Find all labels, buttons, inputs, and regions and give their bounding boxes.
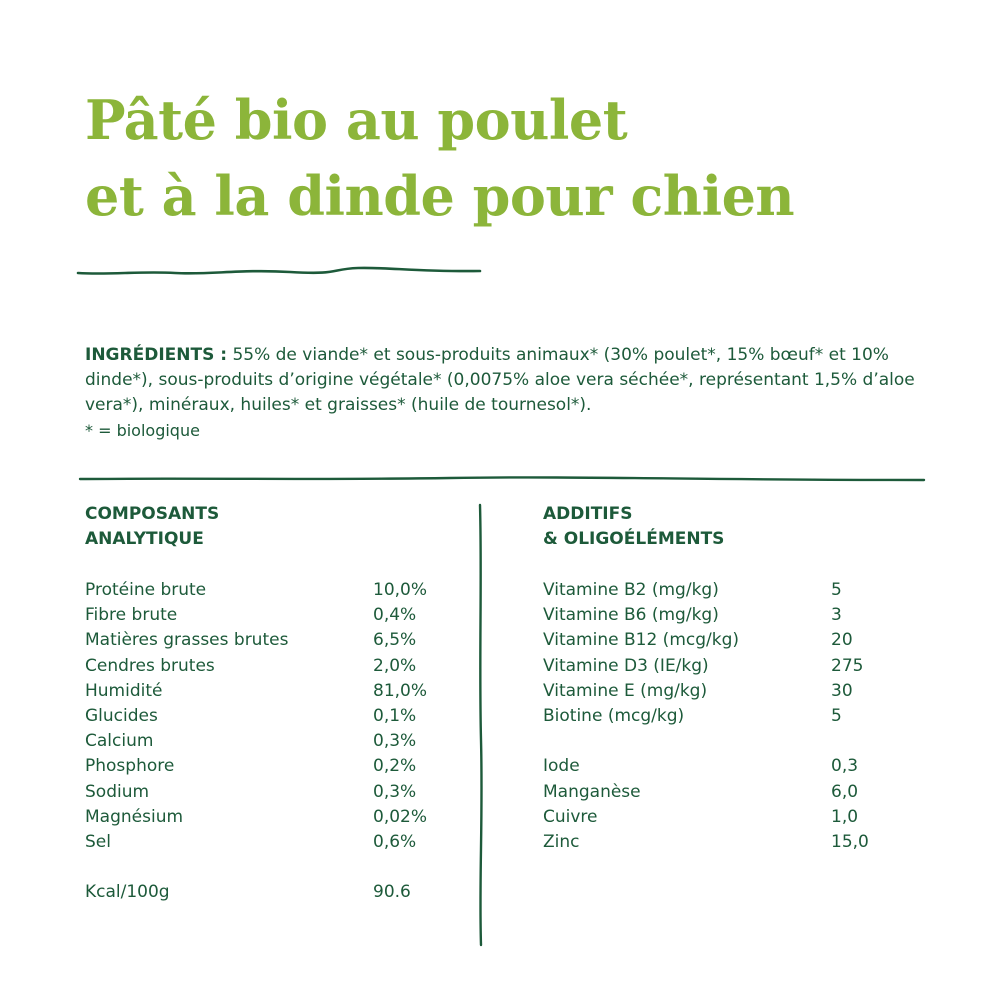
trace-element-row	[543, 754, 923, 779]
analytical-row	[85, 704, 465, 729]
vitamin-name: Vitamine B12 (mcg/kg)	[543, 630, 740, 651]
additives-list	[543, 578, 923, 855]
analytical-value: 81,0%	[373, 680, 428, 701]
ingredients-block	[85, 343, 925, 443]
vitamin-row	[543, 578, 923, 603]
additives-heading	[543, 502, 724, 552]
ingredients-text: 55% de viande* et sous-produits animaux* (30% poulet*, 15% bœuf* et 10% dinde*), sous-produits d’origine végétale* (0,0075% aloe vera séchée*, représentant 1,5% d’aloe vera*), minéraux, huiles* et graisses* (huile de tournesol*).	[85, 345, 915, 415]
trace-element-value: 1,0	[831, 806, 859, 827]
analytical-row	[85, 679, 465, 704]
trace-element-name: Cuivre	[543, 806, 598, 827]
trace-element-value: 15,0	[831, 831, 869, 852]
analytical-value: 0,4%	[373, 605, 417, 626]
analytical-value: 0,2%	[373, 756, 417, 777]
vitamin-value: 275	[831, 655, 864, 676]
vitamin-row	[543, 704, 923, 729]
analytical-row	[85, 805, 465, 830]
vitamin-name: Vitamine B2 (mg/kg)	[543, 580, 719, 600]
vitamin-value: 30	[831, 680, 853, 701]
analytical-value: 0,02%	[373, 806, 428, 827]
trace-element-name: Manganèse	[543, 781, 641, 802]
analytical-name: Magnésium	[85, 806, 184, 827]
trace-element-name: Iode	[543, 756, 580, 777]
trace-element-value: 0,3	[831, 756, 859, 777]
analytical-name: Glucides	[85, 705, 158, 726]
analytical-name: Fibre brute	[85, 605, 178, 626]
list-spacer	[543, 729, 923, 754]
analytical-row	[85, 654, 465, 679]
section-divider	[80, 477, 924, 480]
additives-heading-line-2: & OLIGOÉLÉMENTS	[543, 529, 725, 549]
analytical-row	[85, 603, 465, 628]
analytical-row	[85, 830, 465, 855]
energy-row	[85, 879, 465, 905]
analytical-name: Phosphore	[85, 756, 175, 777]
analytical-name: Matières grasses brutes	[85, 630, 289, 651]
vitamin-value: 5	[831, 705, 842, 726]
analytical-name: Sodium	[85, 781, 150, 802]
trace-element-row	[543, 830, 923, 855]
analytical-heading-line-2: ANALYTIQUE	[85, 529, 204, 549]
analytical-heading	[85, 502, 219, 552]
energy-value: 90.6	[373, 882, 411, 902]
analytical-value: 0,6%	[373, 831, 417, 852]
vitamin-row	[543, 628, 923, 653]
analytical-value: 0,1%	[373, 705, 417, 726]
vitamin-row	[543, 603, 923, 628]
analytical-row	[85, 780, 465, 805]
vitamin-value: 20	[831, 630, 853, 651]
additives-heading-line-1: ADDITIFS	[543, 504, 633, 524]
trace-element-row	[543, 805, 923, 830]
analytical-name: Cendres brutes	[85, 655, 215, 676]
analytical-value: 0,3%	[373, 731, 417, 752]
vitamin-name: Vitamine E (mg/kg)	[543, 680, 708, 701]
energy-name: Kcal/100g	[85, 882, 170, 902]
ingredients-label: INGRÉDIENTS :	[85, 345, 228, 365]
vitamin-row	[543, 654, 923, 679]
analytical-row	[85, 729, 465, 754]
product-title-line-2: et à la dinde pour chien	[85, 164, 795, 228]
trace-element-row	[543, 780, 923, 805]
analytical-value: 10,0%	[373, 580, 428, 600]
analytical-value: 0,3%	[373, 781, 417, 802]
analytical-row	[85, 578, 465, 603]
vitamin-value: 5	[831, 580, 842, 600]
vitamin-value: 3	[831, 605, 842, 626]
analytical-row	[85, 628, 465, 653]
analytical-name: Sel	[85, 831, 111, 852]
analytical-value: 6,5%	[373, 630, 417, 651]
vitamin-name: Biotine (mcg/kg)	[543, 705, 685, 726]
product-title	[85, 82, 794, 234]
analytical-row	[85, 754, 465, 779]
analytical-name: Calcium	[85, 731, 154, 752]
analytical-name: Humidité	[85, 680, 163, 701]
analytical-name: Protéine brute	[85, 580, 207, 600]
vitamin-row	[543, 679, 923, 704]
analytical-list	[85, 578, 465, 855]
analytical-value: 2,0%	[373, 655, 417, 676]
column-divider	[480, 505, 482, 945]
trace-element-value: 6,0	[831, 781, 859, 802]
vitamin-name: Vitamine D3 (IE/kg)	[543, 655, 709, 676]
title-underline-divider	[78, 268, 480, 274]
organic-note: * = biologique	[85, 421, 200, 440]
trace-element-name: Zinc	[543, 831, 580, 852]
product-title-line-1: Pâté bio au poulet	[85, 88, 628, 152]
vitamin-name: Vitamine B6 (mg/kg)	[543, 605, 719, 626]
analytical-heading-line-1: COMPOSANTS	[85, 504, 220, 524]
